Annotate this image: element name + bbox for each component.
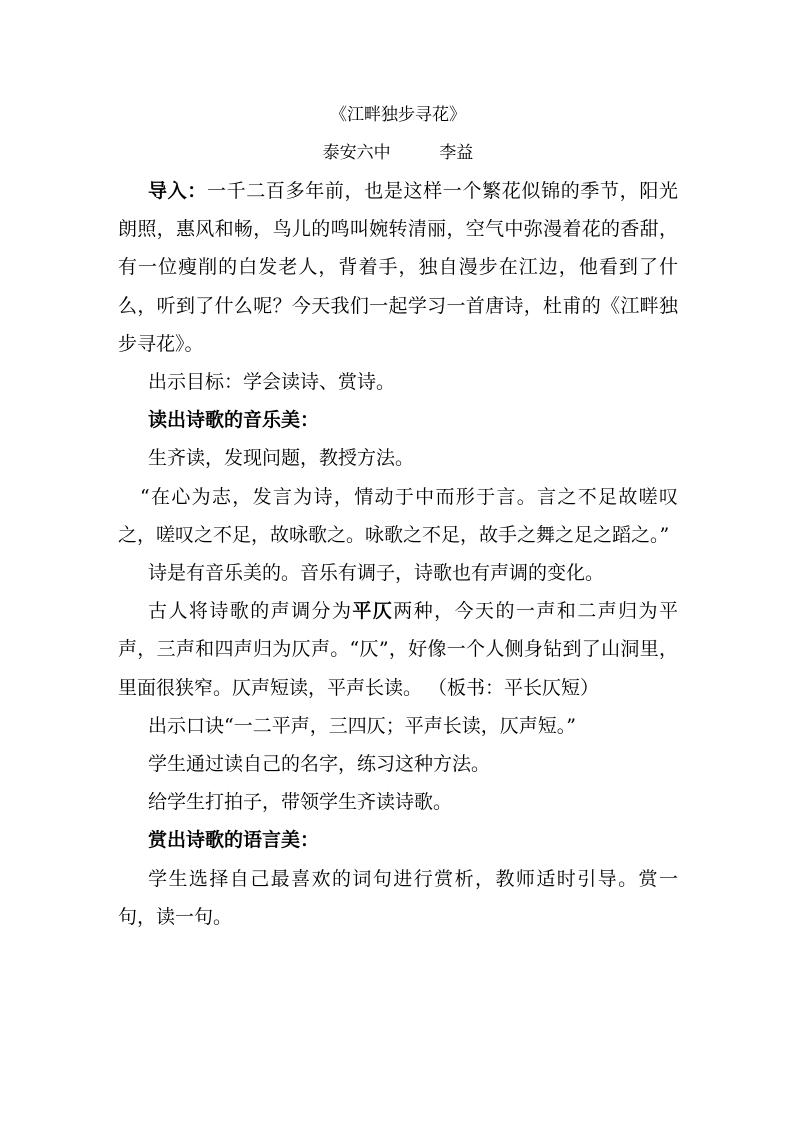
objective-paragraph: 出示目标：学会读诗、赏诗。 [148,371,396,394]
quote-paragraph: “在心为志，发言为诗，情动于中而形于言。言之不足故嗟叹之，嗟叹之不足，故咏歌之。咏歌之不足，故手之舞之足之蹈之。” [118,485,678,546]
tones-paragraph [118,592,678,707]
tones-text-post: 两种，今天的一声和二声归为平声，三声和四声归为仄声。“仄”，好像一个人侧身钻到了山洞里，里面很狭窄。仄声短读，平声长读。 （板书：平长仄短） [118,600,678,699]
tones-text-pre: 古人将诗歌的声调分为 [148,600,353,623]
document-title: 《江畔独步寻花》 [330,105,466,125]
document-page [118,96,678,936]
intro-label: 导入： [148,180,207,202]
section-heading-music: 读出诗歌的音乐美： [148,409,320,432]
appreciation-paragraph: 学生选择自己最喜欢的词句进行赏析，教师适时引导。赏一句，读一句。 [118,867,678,928]
author-name: 李益 [439,143,474,163]
byline [118,134,678,172]
mnemonic-paragraph: 出示口诀“一二平声，三四仄；平声长读，仄声短。” [148,714,576,737]
rhythm-paragraph: 给学生打拍子，带领学生齐读诗歌。 [148,791,453,814]
music-note-paragraph: 诗是有音乐美的。音乐有调子，诗歌也有声调的变化。 [148,562,605,585]
tones-bold: 平仄 [352,600,394,623]
section-heading-language: 赏出诗歌的语言美： [148,829,320,852]
intro-paragraph [118,172,678,363]
step-paragraph: 生齐读，发现问题，教授方法。 [148,447,415,470]
intro-text: 一千二百多年前，也是这样一个繁花似锦的季节，阳光朗照，惠风和畅，鸟儿的鸣叫婉转清丽，空气中弥漫着花的香甜，有一位瘦削的白发老人，背着手，独自漫步在江边，他看到了什么，听到了什么呢？今天我们一起学习一首唐诗，杜甫的《江畔独步寻花》。 [118,180,678,355]
school-name: 泰安六中 [322,143,391,163]
practice-paragraph: 学生通过读自己的名字，练习这种方法。 [148,753,491,776]
